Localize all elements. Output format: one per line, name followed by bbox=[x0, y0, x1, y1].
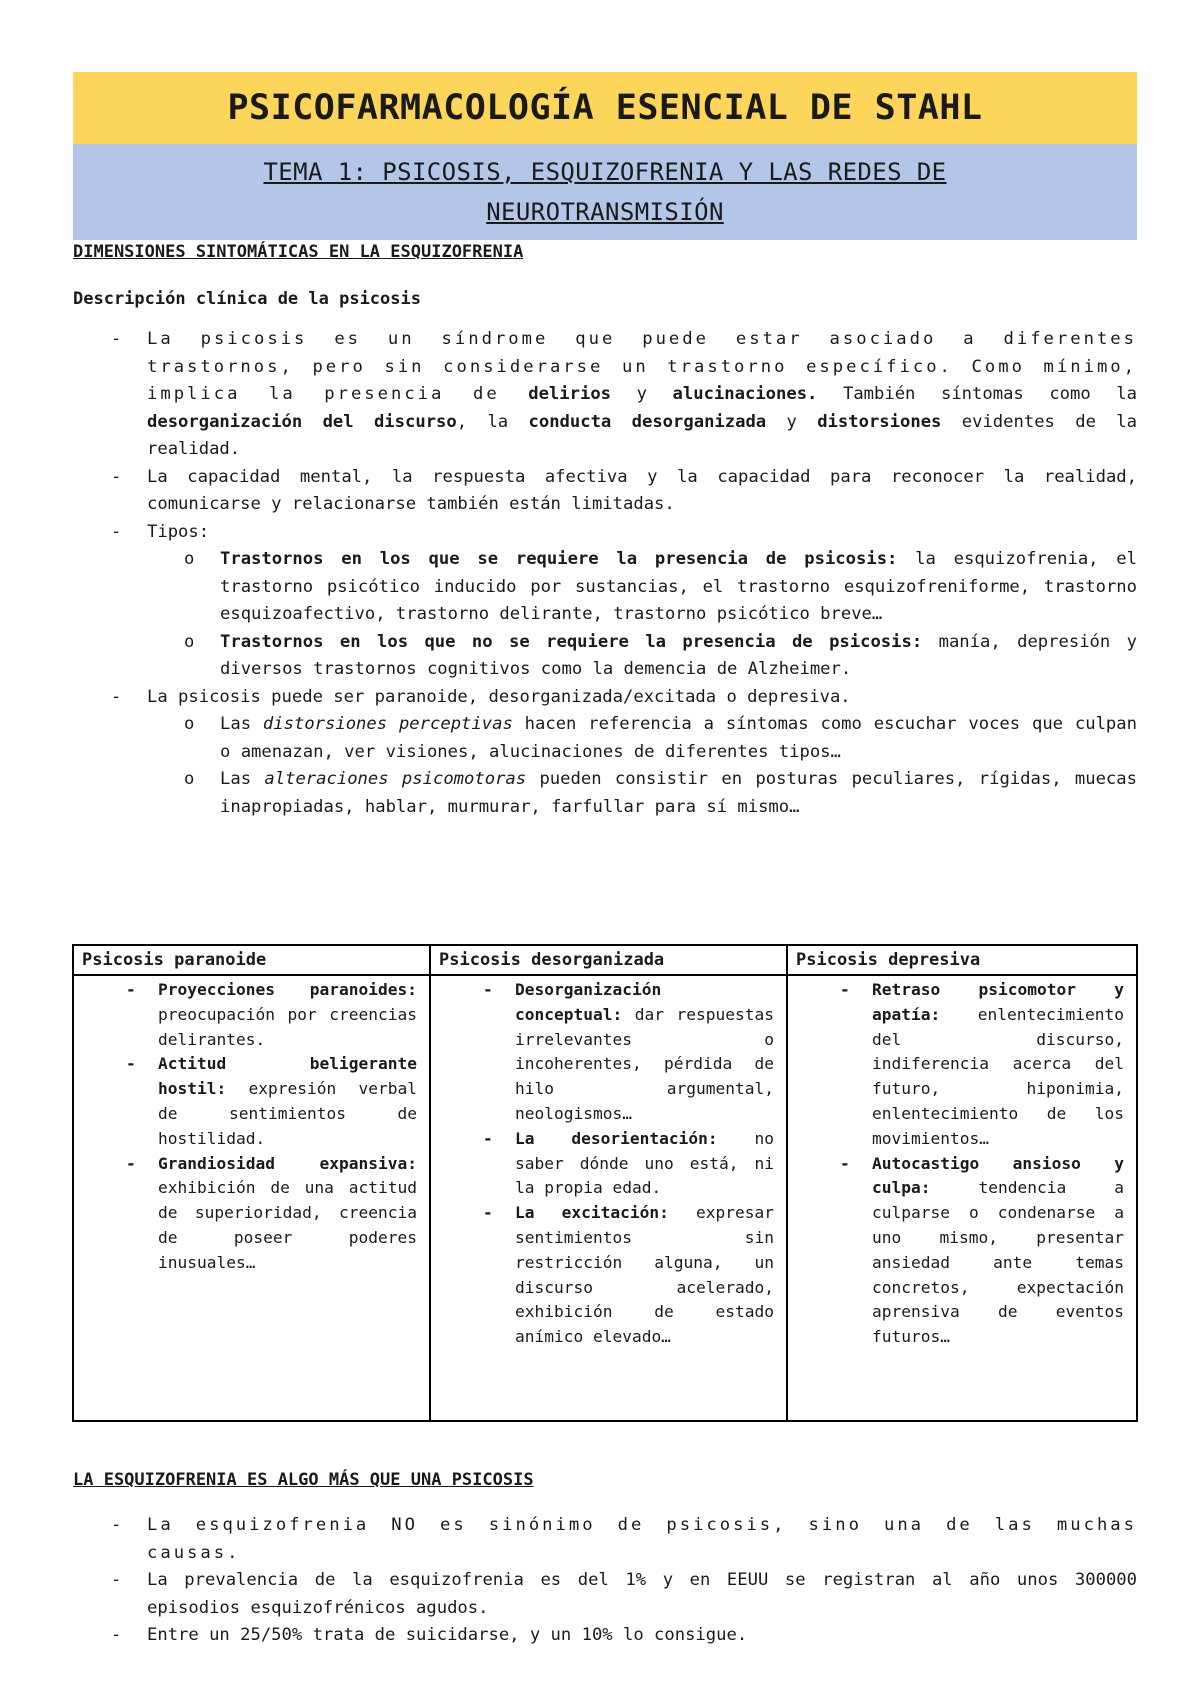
document-subtitle: TEMA 1: PSICOSIS, ESQUIZOFRENIA Y LAS REDES DE NEUROTRANSMISIÓN bbox=[263, 158, 947, 226]
list-item: - La psicosis puede ser paranoide, desorganizada/excitada o depresiva. o Las distorsiones perceptivas hacen referencia a síntomas como escuchar voces que culpan o amenazan, ver visiones, alucinaciones de diferentes tipos… o Las alteraciones psicomotoras pueden consistir en posturas peculiares, rígidas, muecas inapropiadas, hablar, murmurar, farfullar para sí mismo… bbox=[73, 684, 1137, 822]
table-cell-desorganizada bbox=[430, 975, 787, 1421]
section-heading-esquizofrenia: LA ESQUIZOFRENIA ES ALGO MÁS QUE UNA PSICOSIS bbox=[73, 1470, 534, 1490]
table-list-item: - Desorganización conceptual: dar respuestas irrelevantes o incoherentes, pérdida de hilo argumental, neologismos… bbox=[435, 978, 774, 1127]
document-page bbox=[73, 72, 1138, 1645]
list-item: - Tipos: o Trastornos en los que se requiere la presencia de psicosis: la esquizofrenia, el trastorno psicótico inducido por sustancias, el trastorno esquizofreniforme, trastorno esquizoafectivo, trastorno delirante, trastorno psicótico breve… o Trastornos en los que no se requiere la presencia de psicosis: manía, depresión y diversos trastornos cognitivos como la demencia de Alzheimer. bbox=[73, 519, 1137, 684]
list-item: - La capacidad mental, la respuesta afectiva y la capacidad para reconocer la realidad, comunicarse y relacionarse también están limitadas. bbox=[73, 464, 1137, 519]
list-item: o Las distorsiones perceptivas hacen referencia a síntomas como escuchar voces que culpan o amenazan, ver visiones, alucinaciones de diferentes tipos… bbox=[147, 711, 1137, 766]
document-title: PSICOFARMACOLOGÍA ESENCIAL DE STAHL bbox=[227, 88, 983, 128]
list-item: - La psicosis es un síndrome que puede estar asociado a diferentes trastornos, pero sin considerarse un trastorno específico. Como mínimo, implica la presencia de delirios y alucinaciones. También síntomas como la desorganización del discurso, la conducta desorganizada y distorsiones evidentes de la realidad. bbox=[73, 326, 1137, 464]
table-header: Psicosis desorganizada bbox=[430, 945, 787, 975]
subheading-descripcion: Descripción clínica de la psicosis bbox=[73, 289, 421, 309]
section-heading-dimensiones: DIMENSIONES SINTOMÁTICAS EN LA ESQUIZOFRENIA bbox=[73, 242, 524, 262]
table-list-item: - La desorientación: no saber dónde uno está, ni la propia edad. bbox=[435, 1127, 774, 1201]
title-banner bbox=[73, 72, 1137, 144]
table-cell-depresiva bbox=[787, 975, 1137, 1421]
table-list-item: - Proyecciones paranoides: preocupación por creencias delirantes. bbox=[78, 978, 417, 1052]
table-cell-paranoide bbox=[73, 975, 430, 1421]
list-item: - La prevalencia de la esquizofrenia es del 1% y en EEUU se registran al año unos 300000 episodios esquizofrénicos agudos. bbox=[73, 1567, 1137, 1622]
list-item: o Trastornos en los que no se requiere la presencia de psicosis: manía, depresión y diversos trastornos cognitivos como la demencia de Alzheimer. bbox=[147, 629, 1137, 684]
list-item: - La esquizofrenia NO es sinónimo de psicosis, sino una de las muchas causas. bbox=[73, 1512, 1137, 1567]
table-header: Psicosis depresiva bbox=[787, 945, 1137, 975]
table-list-item: - Grandiosidad expansiva: exhibición de una actitud de superioridad, creencia de poseer poderes inusuales… bbox=[78, 1152, 417, 1276]
list-item: o Las alteraciones psicomotoras pueden consistir en posturas peculiares, rígidas, muecas inapropiadas, hablar, murmurar, farfullar para sí mismo… bbox=[147, 766, 1137, 821]
list-item: o Trastornos en los que se requiere la presencia de psicosis: la esquizofrenia, el trastorno psicótico inducido por sustancias, el trastorno esquizofreniforme, trastorno esquizoafectivo, trastorno delirante, trastorno psicótico breve… bbox=[147, 546, 1137, 629]
table-header: Psicosis paranoide bbox=[73, 945, 430, 975]
table-list-item: - La excitación: expresar sentimientos sin restricción alguna, un discurso acelerado, exhibición de estado anímico elevado… bbox=[435, 1201, 774, 1350]
table-list-item: - Autocastigo ansioso y culpa: tendencia a culparse o condenarse a uno mismo, presentar ansiedad ante temas concretos, expectación aprensiva de eventos futuros… bbox=[792, 1152, 1124, 1350]
subtitle-banner bbox=[73, 144, 1137, 240]
list-item: - Entre un 25/50% trata de suicidarse, y un 10% lo consigue. bbox=[73, 1622, 1137, 1650]
table-list-item: - Retraso psicomotor y apatía: enlentecimiento del discurso, indiferencia acerca del futuro, hiponimia, enlentecimiento de los movimientos… bbox=[792, 978, 1124, 1152]
psychosis-types-table bbox=[72, 944, 1138, 1422]
table-list-item: - Actitud beligerante hostil: expresión verbal de sentimientos de hostilidad. bbox=[78, 1052, 417, 1151]
